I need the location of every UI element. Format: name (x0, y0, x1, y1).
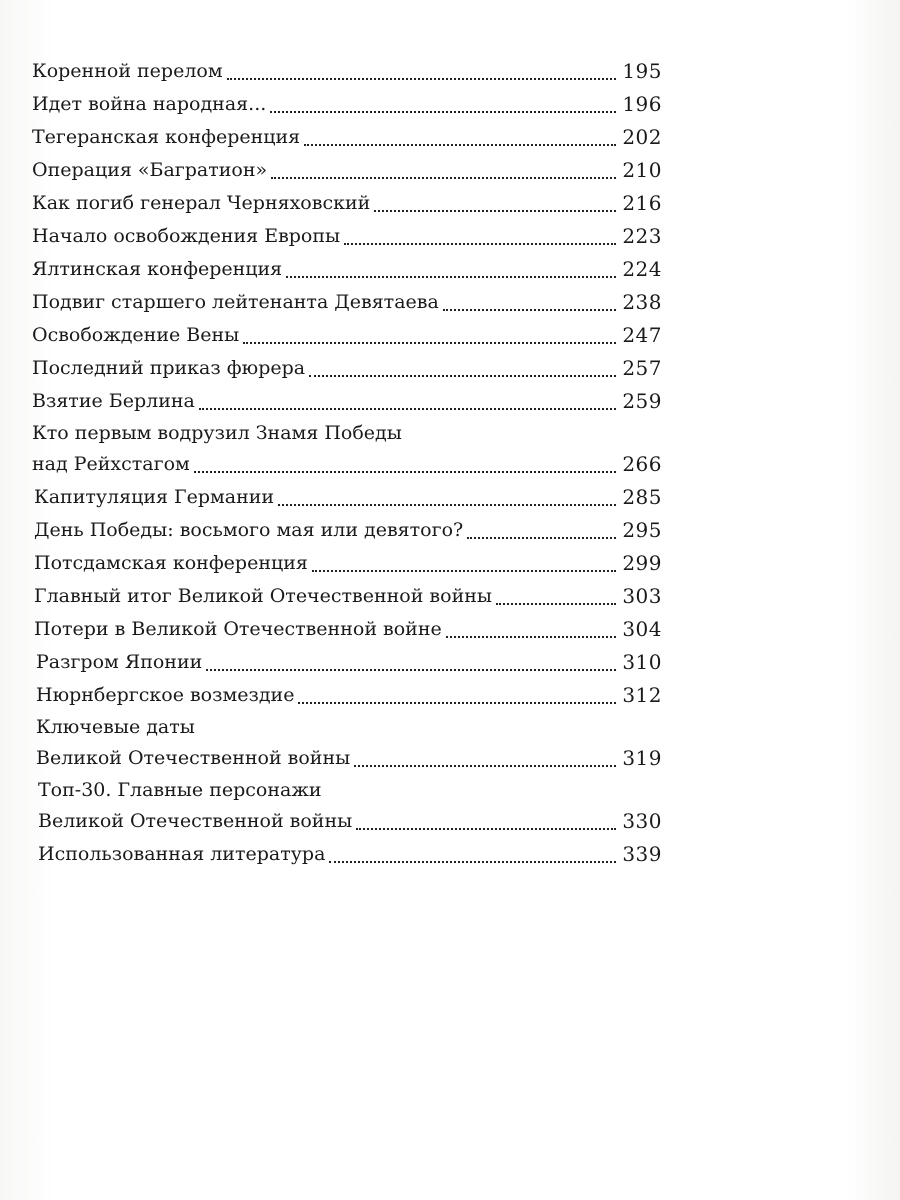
dot-leader (446, 636, 617, 638)
toc-entry-title: Использованная литература (38, 843, 326, 865)
toc-entry (32, 319, 662, 352)
dot-leader (443, 309, 617, 311)
toc-entry-page: 223 (622, 224, 662, 248)
toc-entry-title: Взятие Берлина (32, 390, 195, 412)
dot-leader (312, 570, 616, 572)
toc-entry-title-line1: Ключевые даты (36, 716, 195, 738)
toc-entry (32, 580, 662, 613)
dot-leader (243, 342, 616, 344)
toc-entry (32, 838, 662, 871)
toc-entry (32, 121, 662, 154)
toc-entry-title: Идет война народная... (32, 93, 267, 115)
toc-entry-page: 312 (622, 683, 662, 707)
toc-entry (32, 712, 662, 775)
toc-entry-title: Начало освобождения Европы (32, 225, 341, 247)
dot-leader (329, 861, 616, 863)
toc-entry (32, 679, 662, 712)
toc-entry (32, 646, 662, 679)
dot-leader (309, 375, 616, 377)
toc-entry-title: Нюрнбергское возмездие (36, 684, 295, 706)
toc-entry-title: Тегеранская конференция (32, 126, 301, 148)
toc-entry-title: Потсдамская конференция (34, 552, 308, 574)
toc-entry-page: 259 (622, 389, 662, 413)
toc-entry-title-line2: Великой Отечественной войны (38, 810, 353, 832)
dot-leader (271, 177, 616, 179)
dot-leader (194, 471, 617, 473)
toc-entry-page: 216 (622, 191, 662, 215)
toc-entry (32, 88, 662, 121)
toc-entry (32, 253, 662, 286)
toc-entry-title: День Победы: восьмого мая или девятого? (34, 519, 464, 541)
toc-entry (32, 352, 662, 385)
toc-entry-title: Подвиг старшего лейтенанта Девятаева (32, 291, 439, 313)
toc-entry-page: 303 (622, 584, 662, 608)
toc-entry-page: 319 (622, 746, 662, 770)
toc-entry-page: 195 (622, 59, 662, 83)
toc-entry-page: 238 (622, 290, 662, 314)
dot-leader (354, 765, 616, 767)
toc-entry-page: 266 (622, 452, 662, 476)
toc-entry-title: Операция «Багратион» (32, 159, 268, 181)
toc-entry-title: Потери в Великой Отечественной войне (34, 618, 442, 640)
dot-leader (270, 111, 616, 113)
toc-entry-page: 295 (622, 518, 662, 542)
toc-entry-page: 299 (622, 551, 662, 575)
toc-entry-page: 285 (622, 485, 662, 509)
dot-leader (227, 78, 617, 80)
toc-entry-page: 330 (622, 809, 662, 833)
dot-leader (298, 702, 616, 704)
dot-leader (278, 504, 616, 506)
toc-entry-title-line2: Великой Отечественной войны (36, 747, 351, 769)
toc-entry-title: Освобождение Вены (32, 324, 240, 346)
toc-entry (32, 775, 662, 838)
toc-entry-title: Главный итог Великой Отечественной войны (34, 585, 493, 607)
toc-entry (32, 418, 662, 481)
toc-entry-title: Коренной перелом (32, 60, 223, 82)
toc-entry (32, 481, 662, 514)
toc-entry (32, 547, 662, 580)
dot-leader (496, 603, 616, 605)
toc-entry (32, 385, 662, 418)
dot-leader (199, 408, 616, 410)
toc-entry (32, 514, 662, 547)
toc-entry-page: 202 (622, 125, 662, 149)
dot-leader (374, 210, 616, 212)
dot-leader (467, 537, 616, 539)
toc-entry-title: Капитуляция Германии (34, 486, 275, 508)
toc-entry-page: 257 (622, 356, 662, 380)
toc-entry-title: Последний приказ фюрера (32, 357, 306, 379)
toc-entry-page: 224 (622, 257, 662, 281)
toc-entry-page: 339 (622, 842, 662, 866)
dot-leader (344, 243, 616, 245)
toc-entry-title-line1: Кто первым водрузил Знамя Победы (32, 422, 402, 444)
toc-entry (32, 220, 662, 253)
toc-entry-page: 310 (622, 650, 662, 674)
toc-entry-title: Ялтинская конференция (32, 258, 283, 280)
toc-entry-title: Разгром Японии (36, 651, 203, 673)
toc-entry-title-line1: Топ-30. Главные персонажи (38, 779, 322, 801)
toc-entry-page: 210 (622, 158, 662, 182)
toc-entry (32, 187, 662, 220)
toc-entry-title: Как погиб генерал Черняховский (32, 192, 371, 214)
dot-leader (304, 144, 616, 146)
toc-entry-page: 247 (622, 323, 662, 347)
toc-entry (32, 154, 662, 187)
toc-entry-page: 304 (622, 617, 662, 641)
toc-entry (32, 55, 662, 88)
dot-leader (286, 276, 616, 278)
toc-entry-page: 196 (622, 92, 662, 116)
dot-leader (356, 828, 616, 830)
table-of-contents (32, 55, 662, 871)
toc-entry (32, 286, 662, 319)
toc-entry-title-line2: над Рейхстагом (32, 453, 190, 475)
dot-leader (206, 669, 616, 671)
toc-entry (32, 613, 662, 646)
